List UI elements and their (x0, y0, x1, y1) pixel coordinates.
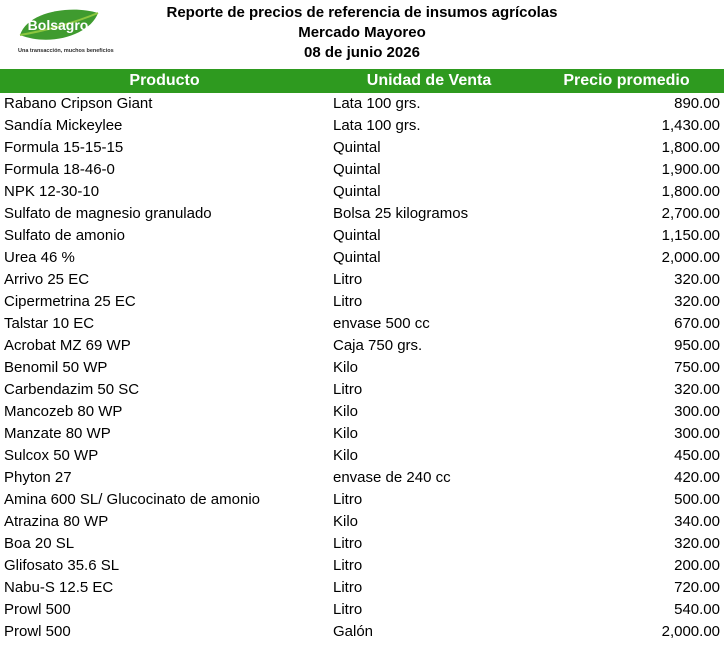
table-row (0, 269, 724, 291)
product-cell: Sulcox 50 WP (4, 447, 99, 464)
unit-cell: Quintal (333, 139, 381, 156)
price-table (0, 69, 724, 643)
product-cell: NPK 12-30-10 (4, 183, 100, 200)
table-body (0, 93, 724, 643)
market-name: Mercado Mayoreo (298, 24, 426, 41)
unit-cell: Kilo (333, 513, 359, 530)
product-cell: Prowl 500 (4, 623, 71, 640)
table-row (0, 93, 724, 115)
product-cell: Arrivo 25 EC (4, 271, 90, 288)
product-cell: Sulfato de amonio (4, 227, 125, 244)
price-cell: 450.00 (674, 447, 720, 464)
unit-cell: Quintal (333, 183, 381, 200)
unit-cell: envase de 240 cc (333, 469, 451, 486)
unit-cell: Quintal (333, 161, 381, 178)
price-cell: 1,800.00 (661, 183, 720, 200)
table-row (0, 511, 724, 533)
price-cell: 890.00 (674, 95, 720, 112)
product-cell: Cipermetrina 25 EC (4, 293, 136, 310)
logo-brand-text: Bolsagro (27, 17, 89, 33)
table-row (0, 621, 724, 643)
product-cell: Amina 600 SL/ Glucocinato de amonio (4, 491, 260, 508)
table-row (0, 577, 724, 599)
price-cell: 320.00 (674, 293, 720, 310)
table-row (0, 203, 724, 225)
product-cell: Talstar 10 EC (4, 315, 95, 332)
column-header-price: Precio promedio (529, 69, 724, 93)
price-cell: 200.00 (674, 557, 720, 574)
product-cell: Glifosato 35.6 SL (4, 557, 120, 574)
unit-cell: Quintal (333, 249, 381, 266)
product-cell: Sandía Mickeylee (4, 117, 123, 134)
unit-cell: envase 500 cc (333, 315, 430, 332)
table-row (0, 137, 724, 159)
price-cell: 2,000.00 (661, 249, 720, 266)
unit-cell: Litro (333, 491, 363, 508)
product-cell: Benomil 50 WP (4, 359, 108, 376)
price-cell: 500.00 (674, 491, 720, 508)
unit-cell: Litro (333, 293, 363, 310)
price-cell: 750.00 (674, 359, 720, 376)
price-cell: 2,000.00 (661, 623, 720, 640)
price-cell: 720.00 (674, 579, 720, 596)
unit-cell: Caja 750 grs. (333, 337, 423, 354)
price-cell: 2,700.00 (661, 205, 720, 222)
unit-cell: Quintal (333, 227, 381, 244)
product-cell: Formula 18-46-0 (4, 161, 115, 178)
price-cell: 420.00 (674, 469, 720, 486)
price-cell: 320.00 (674, 381, 720, 398)
table-row (0, 159, 724, 181)
column-header-unit: Unidad de Venta (329, 69, 529, 93)
table-row (0, 247, 724, 269)
product-cell: Manzate 80 WP (4, 425, 111, 442)
table-row (0, 181, 724, 203)
report-title: Reporte de precios de referencia de insumos agrícolas (166, 4, 558, 21)
product-cell: Sulfato de magnesio granulado (4, 205, 212, 222)
table-row (0, 291, 724, 313)
table-row (0, 313, 724, 335)
price-cell: 670.00 (674, 315, 720, 332)
unit-cell: Galón (333, 623, 374, 640)
unit-cell: Kilo (333, 447, 359, 464)
price-cell: 1,800.00 (661, 139, 720, 156)
price-cell: 320.00 (674, 271, 720, 288)
unit-cell: Kilo (333, 403, 359, 420)
table-row (0, 467, 724, 489)
unit-cell: Lata 100 grs. (333, 95, 421, 112)
report-date: 08 de junio 2026 (304, 44, 420, 61)
column-header-product: Producto (0, 69, 329, 93)
price-cell: 1,430.00 (661, 117, 720, 134)
price-cell: 1,900.00 (661, 161, 720, 178)
unit-cell: Litro (333, 535, 363, 552)
table-header-row (0, 69, 724, 93)
report-header (0, 3, 724, 63)
price-cell: 950.00 (674, 337, 720, 354)
product-cell: Prowl 500 (4, 601, 71, 618)
price-cell: 340.00 (674, 513, 720, 530)
product-cell: Urea 46 % (4, 249, 75, 266)
unit-cell: Litro (333, 381, 363, 398)
price-cell: 300.00 (674, 425, 720, 442)
product-cell: Phyton 27 (4, 469, 72, 486)
table-row (0, 445, 724, 467)
table-row (0, 489, 724, 511)
unit-cell: Litro (333, 557, 363, 574)
price-cell: 320.00 (674, 535, 720, 552)
product-cell: Carbendazim 50 SC (4, 381, 140, 398)
table-row (0, 115, 724, 137)
table-row (0, 599, 724, 621)
unit-cell: Kilo (333, 359, 359, 376)
table-row (0, 401, 724, 423)
unit-cell: Lata 100 grs. (333, 117, 421, 134)
table-row (0, 423, 724, 445)
table-row (0, 379, 724, 401)
table-row (0, 533, 724, 555)
logo-tagline: Una transacción, muchos beneficios (18, 48, 114, 54)
price-cell: 1,150.00 (661, 227, 720, 244)
unit-cell: Litro (333, 601, 363, 618)
product-cell: Acrobat MZ 69 WP (4, 337, 131, 354)
product-cell: Mancozeb 80 WP (4, 403, 123, 420)
table-row (0, 357, 724, 379)
price-cell: 300.00 (674, 403, 720, 420)
product-cell: Rabano Cripson Giant (4, 95, 153, 112)
table-row (0, 225, 724, 247)
unit-cell: Litro (333, 271, 363, 288)
unit-cell: Litro (333, 579, 363, 596)
product-cell: Atrazina 80 WP (4, 513, 109, 530)
unit-cell: Kilo (333, 425, 359, 442)
price-cell: 540.00 (674, 601, 720, 618)
product-cell: Formula 15-15-15 (4, 139, 124, 156)
product-cell: Boa 20 SL (4, 535, 75, 552)
table-row (0, 335, 724, 357)
unit-cell: Bolsa 25 kilogramos (333, 205, 469, 222)
product-cell: Nabu-S 12.5 EC (4, 579, 114, 596)
table-row (0, 555, 724, 577)
